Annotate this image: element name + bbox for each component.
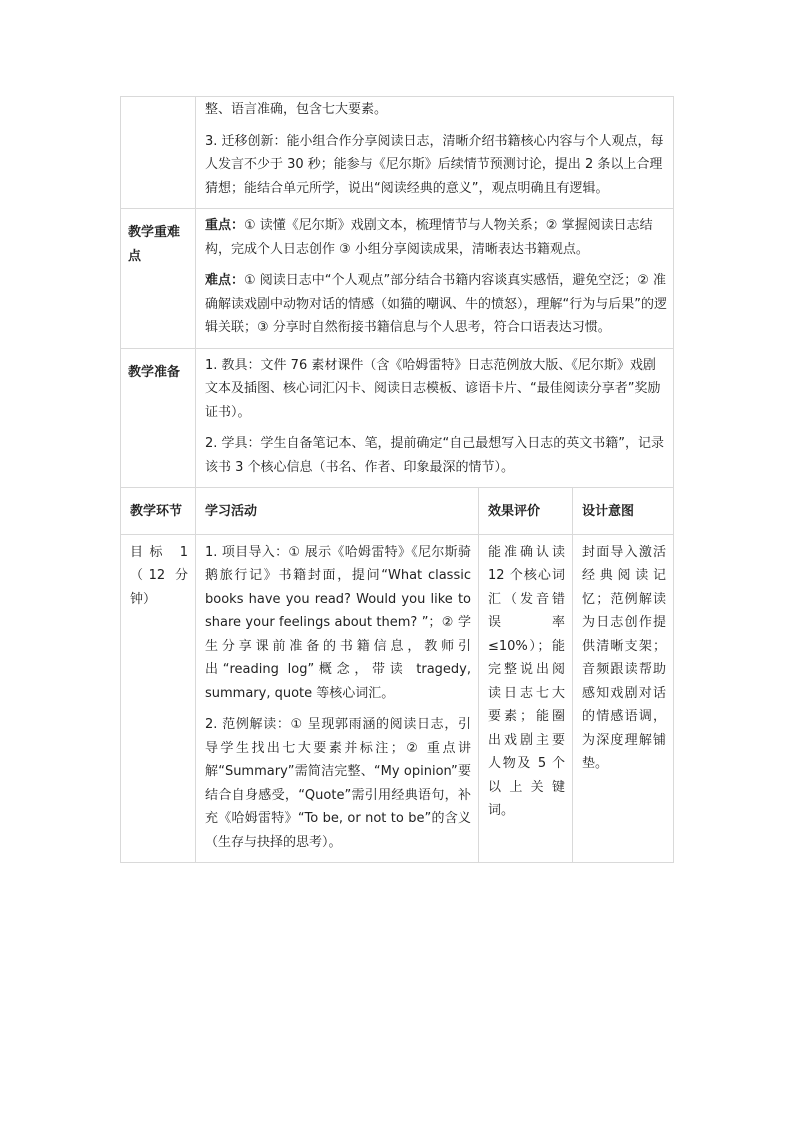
preparation-row [121,348,674,488]
difficulty-paragraph [205,269,667,340]
goal-1-activity-cell [196,534,479,863]
goal-1-activity-2: 2. 范例解读：① 呈现郭雨涵的阅读日志，引导学生找出七大要素并标注；② 重点讲解“Summary”需简洁完整、“My opinion”要结合自身感受，“Quote”需引用经典语句，补充《哈姆雷特》“To be, or not to be”的含义（生存与抉择的思考）。 [205,717,471,850]
goal-1-stage: 目标 1（12 分钟） [121,534,196,863]
preparation-content-cell [196,348,674,488]
goal-1-row [121,534,674,863]
key-points-row [121,209,674,349]
header-row [121,488,674,535]
key-points-label: 教学重难点 [121,209,196,349]
difficulty-title: 难点： [205,273,245,288]
goal-1-evaluation: 能准确认读 12 个核心词汇（发音错误率≤10%）；能完整说出阅读日志七大要素；能圈出戏剧主要人物及 5 个以上关键词。 [479,534,573,863]
objectives-row [121,97,674,209]
goal-1-intent: 封面导入激活经典阅读记忆；范例解读为日志创作提供清晰支架；音频跟读帮助感知戏剧对话的情感语调，为深度理解铺垫。 [573,534,674,863]
header-evaluation: 效果评价 [479,488,573,535]
focus-title: 重点： [205,218,245,233]
preparation-tools: 1. 教具：文件 76 素材课件（含《哈姆雷特》日志范例放大版、《尼尔斯》戏剧文本及插图、核心词汇闪卡、阅读日志模板、谚语卡片、“最佳阅读分享者”奖励证书）。 [205,357,661,420]
header-activity: 学习活动 [196,488,479,535]
lesson-plan-table [120,96,674,863]
header-stage: 教学环节 [121,488,196,535]
goal-1-activity-1: 1. 项目导入：① 展示《哈姆雷特》《尼尔斯骑鹅旅行记》书籍封面，提问“What classic books have you read? Would you like to share your feelings about them? ”；② 学生分享课前准备的书籍信息，教师引出“reading log”概念，带读 tragedy, summary, quote 等核心词汇。 [205,544,471,701]
objective-line-continued: 整、语言准确，包含七大要素。 [205,102,388,117]
preparation-label: 教学准备 [121,348,196,488]
focus-paragraph [205,214,667,261]
objectives-label-cell [121,97,196,209]
objectives-content-cell [196,97,674,209]
key-points-content-cell [196,209,674,349]
header-intent: 设计意图 [573,488,674,535]
focus-text: ① 读懂《尼尔斯》戏剧文本，梳理情节与人物关系；② 掌握阅读日志结构，完成个人日志创作 ③ 小组分享阅读成果，清晰表达书籍观点。 [205,218,653,257]
objective-item-3: 3. 迁移创新：能小组合作分享阅读日志，清晰介绍书籍核心内容与个人观点，每人发言不少于 30 秒；能参与《尼尔斯》后续情节预测讨论，提出 2 条以上合理猜想；能结合单元所学，说出“阅读经典的意义”，观点明确且有逻辑。 [205,133,664,196]
difficulty-text: ① 阅读日志中“个人观点”部分结合书籍内容谈真实感悟，避免空泛；② 准确解读戏剧中动物对话的情感（如猫的嘲讽、牛的愤怒），理解“行为与后果”的逻辑关联；③ 分享时自然衔接书籍信息与个人思考，符合口语表达习惯。 [205,273,667,335]
preparation-student: 2. 学具：学生自备笔记本、笔，提前确定“自己最想写入日志的英文书籍”，记录该书 3 个核心信息（书名、作者、印象最深的情节）。 [205,436,665,475]
